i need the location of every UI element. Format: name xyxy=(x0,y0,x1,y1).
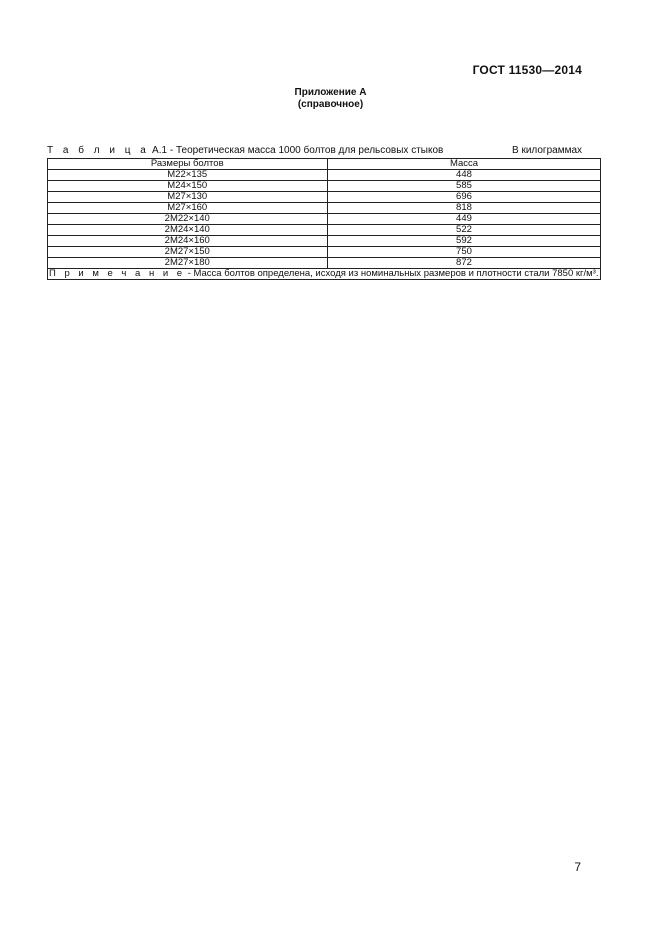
table-units: В килограммах xyxy=(512,145,582,156)
table-caption xyxy=(47,145,443,157)
bolt-mass-cell: 449 xyxy=(327,214,601,225)
annex-title: Приложение А xyxy=(294,87,367,98)
bolt-mass-cell: 696 xyxy=(327,192,601,203)
bolt-size-cell: 2М27×180 xyxy=(48,258,328,269)
table-header-row xyxy=(48,159,601,170)
bolt-mass-cell: 522 xyxy=(327,225,601,236)
table-caption-prefix: Т а б л и ц а xyxy=(47,145,150,156)
bolt-size-cell: М24×150 xyxy=(48,181,328,192)
bolt-size-cell: 2М24×160 xyxy=(48,236,328,247)
table-row xyxy=(48,170,601,181)
table-row xyxy=(48,236,601,247)
note-prefix: П р и м е ч а н и е xyxy=(49,268,186,279)
bolt-mass-cell: 592 xyxy=(327,236,601,247)
bolt-mass-cell: 585 xyxy=(327,181,601,192)
table-note xyxy=(48,269,601,280)
table-row xyxy=(48,247,601,258)
bolt-size-cell: М27×160 xyxy=(48,203,328,214)
bolt-size-cell: 2М24×140 xyxy=(48,225,328,236)
annex-subtitle: (справочное) xyxy=(297,99,364,110)
column-header-sizes: Размеры болтов xyxy=(48,159,328,170)
table-note-row xyxy=(48,269,601,280)
table-row xyxy=(48,258,601,269)
bolt-size-cell: М27×130 xyxy=(48,192,328,203)
note-text: - Масса болтов определена, исходя из номинальных размеров и плотности стали 7850 кг/м³. xyxy=(185,268,599,279)
table-row xyxy=(48,225,601,236)
bolt-mass-cell: 872 xyxy=(327,258,601,269)
document-code: ГОСТ 11530—2014 xyxy=(472,63,582,77)
bolt-mass-table xyxy=(47,158,601,280)
table-caption-text: - Теоретическая масса 1000 болтов для рельсовых стыков xyxy=(167,145,444,156)
table-row xyxy=(48,203,601,214)
page-number: 7 xyxy=(574,860,581,874)
bolt-size-cell: 2М22×140 xyxy=(48,214,328,225)
column-header-mass: Масса xyxy=(327,159,601,170)
bolt-mass-cell: 818 xyxy=(327,203,601,214)
table-row xyxy=(48,192,601,203)
bolt-size-cell: 2М27×150 xyxy=(48,247,328,258)
bolt-mass-cell: 448 xyxy=(327,170,601,181)
bolt-mass-cell: 750 xyxy=(327,247,601,258)
table-row xyxy=(48,181,601,192)
table-row xyxy=(48,214,601,225)
table-caption-number: А.1 xyxy=(149,145,168,156)
bolt-size-cell: М22×135 xyxy=(48,170,328,181)
